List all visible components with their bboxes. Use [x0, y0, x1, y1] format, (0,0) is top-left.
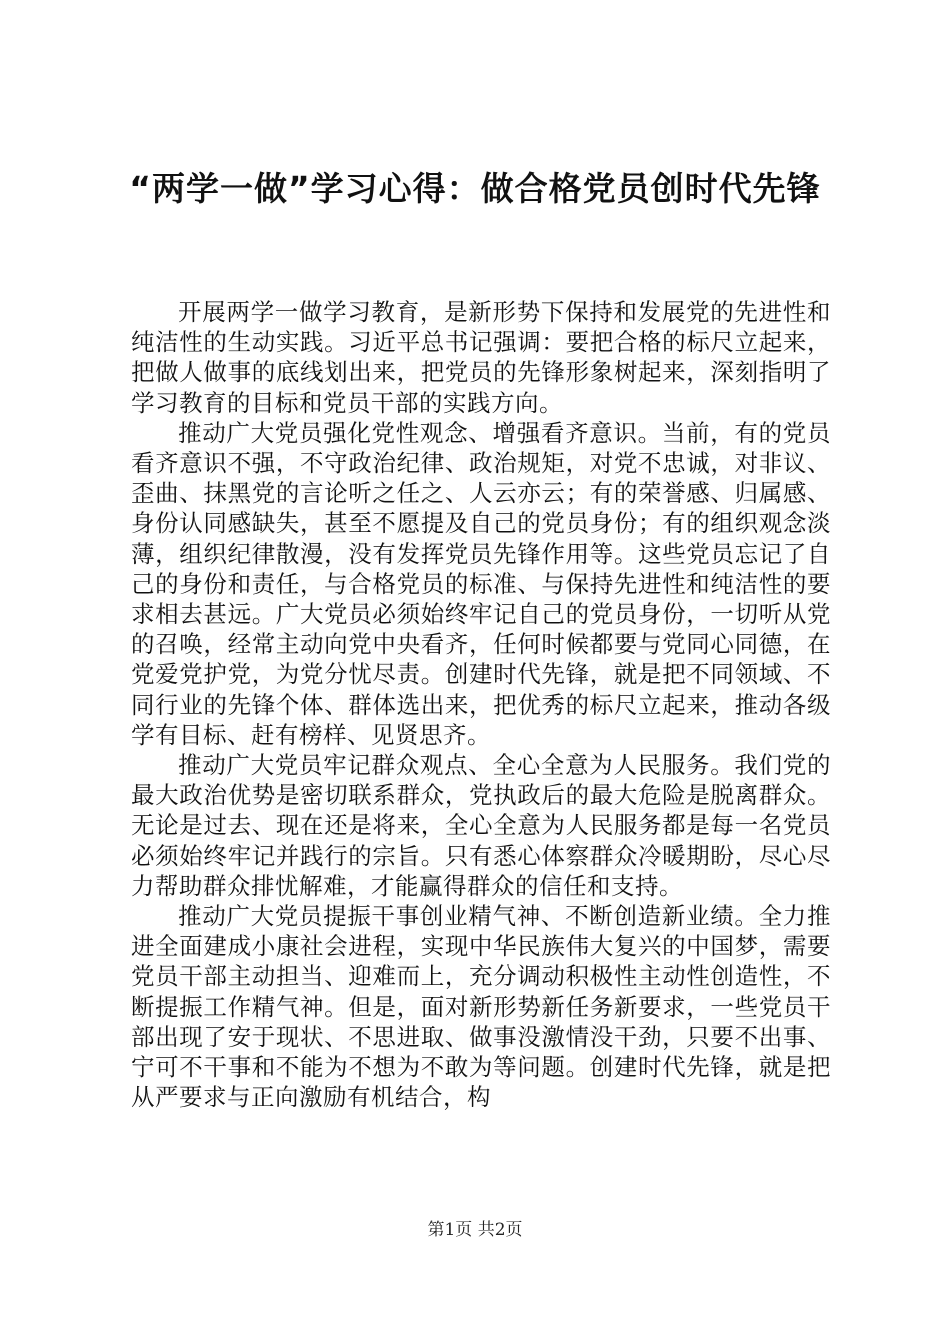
paragraph: 推动广大党员牢记群众观点、全心全意为人民服务。我们党的最大政治优势是密切联系群众，党执政后的最大危险是脱离群众。无论是过去、现在还是将来，全心全意为人民服务都是每一名党员必须始终牢记并践行的宗旨。只有悉心体察群众冷暖期盼，尽心尽力帮助群众排忧解难，才能赢得群众的信任和支持。: [131, 751, 831, 900]
paragraph: 推动广大党员提振干事创业精气神、不断创造新业绩。全力推进全面建成小康社会进程，实现中华民族伟大复兴的中国梦，需要党员干部主动担当、迎难而上，充分调动积极性主动性创造性，不断提振工作精气神。但是，面对新形势新任务新要求，一些党员干部出现了安于现状、不思进取、做事没激情没干劲，只要不出事、宁可不干事和不能为不想为不敢为等问题。创建时代先锋，就是把从严要求与正向激励有机结合，构: [131, 902, 831, 1112]
document-title: “两学一做”学习心得：做合格党员创时代先锋: [129, 169, 821, 208]
page-number-footer: 第1页 共2页: [427, 1220, 523, 1240]
document-body: [131, 297, 831, 1112]
paragraph: 开展两学一做学习教育，是新形势下保持和发展党的先进性和纯洁性的生动实践。习近平总书记强调：要把合格的标尺立起来，把做人做事的底线划出来，把党员的先锋形象树起来，深刻指明了学习教育的目标和党员干部的实践方向。: [131, 298, 831, 417]
paragraph: 推动广大党员强化党性观念、增强看齐意识。当前，有的党员看齐意识不强，不守政治纪律、政治规矩，对党不忠诚，对非议、歪曲、抹黑党的言论听之任之、人云亦云；有的荣誉感、归属感、身份认同感缺失，甚至不愿提及自己的党员身份；有的组织观念淡薄，组织纪律散漫，没有发挥党员先锋作用等。这些党员忘记了自己的身份和责任，与合格党员的标准、与保持先进性和纯洁性的要求相去甚远。广大党员必须始终牢记自己的党员身份，一切听从党的召唤，经常主动向党中央看齐，任何时候都要与党同心同德，在党爱党护党，为党分忧尽责。创建时代先锋，就是把不同领域、不同行业的先锋个体、群体选出来，把优秀的标尺立起来，推动各级学有目标、赶有榜样、见贤思齐。: [131, 418, 831, 749]
